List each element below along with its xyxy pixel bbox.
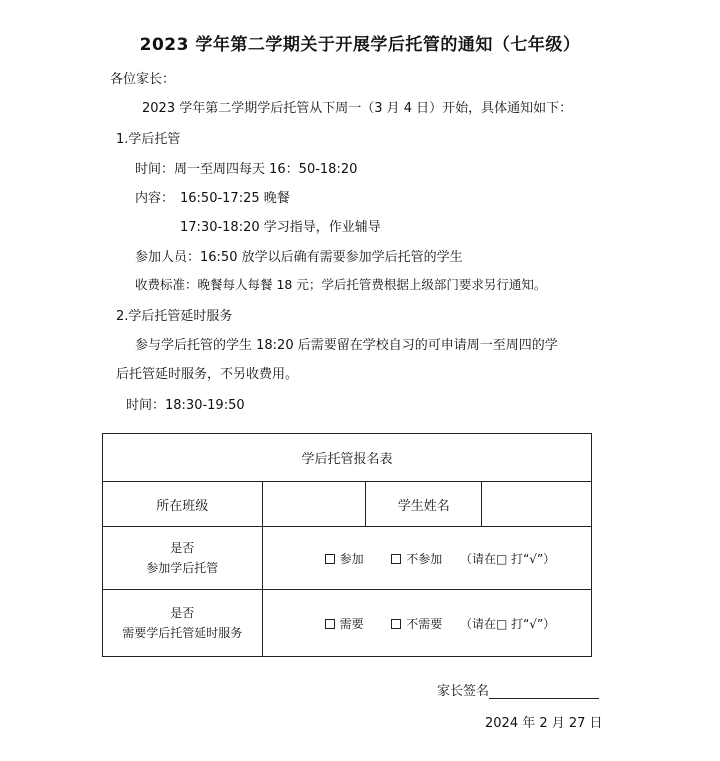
extended-yes-label: 需要 bbox=[339, 616, 364, 631]
signature-label: 家长签名 bbox=[437, 684, 490, 699]
section1-fees: 收费标准：晚餐每人每餐 18 元；学后托管费根据上级部门要求另行通知。 bbox=[135, 277, 547, 292]
section1-content-line2: 17:30-18:20 学习指导，作业辅导 bbox=[180, 220, 381, 235]
section1-content-label: 内容： bbox=[135, 191, 175, 206]
section1-participants: 参加人员：16:50 放学以后确有需要参加学后托管的学生 bbox=[135, 250, 463, 265]
section2-time: 时间：18:30-19:50 bbox=[126, 398, 245, 413]
registration-form bbox=[102, 433, 592, 657]
section2-heading: 2.学后托管延时服务 bbox=[116, 309, 233, 324]
class-field[interactable] bbox=[262, 482, 366, 527]
form-title: 学后托管报名表 bbox=[103, 434, 592, 482]
attend-yes-option[interactable] bbox=[325, 552, 364, 566]
extended-question bbox=[103, 590, 263, 657]
extended-no-label: 不需要 bbox=[406, 616, 443, 631]
section1-heading: 1.学后托管 bbox=[116, 132, 181, 147]
extended-no-checkbox[interactable] bbox=[391, 619, 401, 629]
extended-question-line1: 是否 bbox=[170, 606, 195, 620]
extended-no-option[interactable] bbox=[391, 617, 442, 631]
notice-title: 2023 学年第二学期关于开展学后托管的通知（七年级） bbox=[139, 35, 581, 55]
attend-yes-checkbox[interactable] bbox=[325, 554, 335, 564]
section2-paragraph-line1: 参与学后托管的学生 18:20 后需要留在学校自习的可申请周一至周四的学 bbox=[135, 338, 558, 353]
extended-options bbox=[262, 590, 591, 657]
extended-question-line2: 需要学后托管延时服务 bbox=[122, 626, 243, 640]
attend-question-line2: 参加学后托管 bbox=[146, 561, 219, 575]
parent-signature bbox=[437, 680, 599, 699]
attend-no-label: 不参加 bbox=[406, 551, 443, 566]
section1-content-line1: 16:50-17:25 晚餐 bbox=[180, 191, 290, 206]
notice-date: 2024 年 2 月 27 日 bbox=[485, 716, 603, 731]
class-label: 所在班级 bbox=[103, 482, 263, 527]
attend-yes-label: 参加 bbox=[339, 551, 364, 566]
attend-no-checkbox[interactable] bbox=[391, 554, 401, 564]
section1-time: 时间：周一至周四每天 16：50-18:20 bbox=[135, 162, 358, 177]
intro-paragraph: 2023 学年第二学期学后托管从下周一（3 月 4 日）开始，具体通知如下： bbox=[142, 101, 573, 116]
extended-instruction: （请在□ 打“√”） bbox=[459, 616, 556, 631]
attend-options bbox=[262, 527, 591, 590]
student-name-field[interactable] bbox=[482, 482, 592, 527]
attend-no-option[interactable] bbox=[391, 552, 442, 566]
signature-line[interactable] bbox=[489, 684, 599, 699]
attend-question-line1: 是否 bbox=[170, 541, 195, 555]
attend-instruction: （请在□ 打“√”） bbox=[459, 551, 556, 566]
student-name-label: 学生姓名 bbox=[366, 482, 482, 527]
extended-yes-checkbox[interactable] bbox=[325, 619, 335, 629]
section2-paragraph-line2: 后托管延时服务，不另收费用。 bbox=[116, 367, 299, 382]
extended-yes-option[interactable] bbox=[325, 617, 364, 631]
greeting: 各位家长： bbox=[110, 72, 176, 87]
attend-question bbox=[103, 527, 263, 590]
